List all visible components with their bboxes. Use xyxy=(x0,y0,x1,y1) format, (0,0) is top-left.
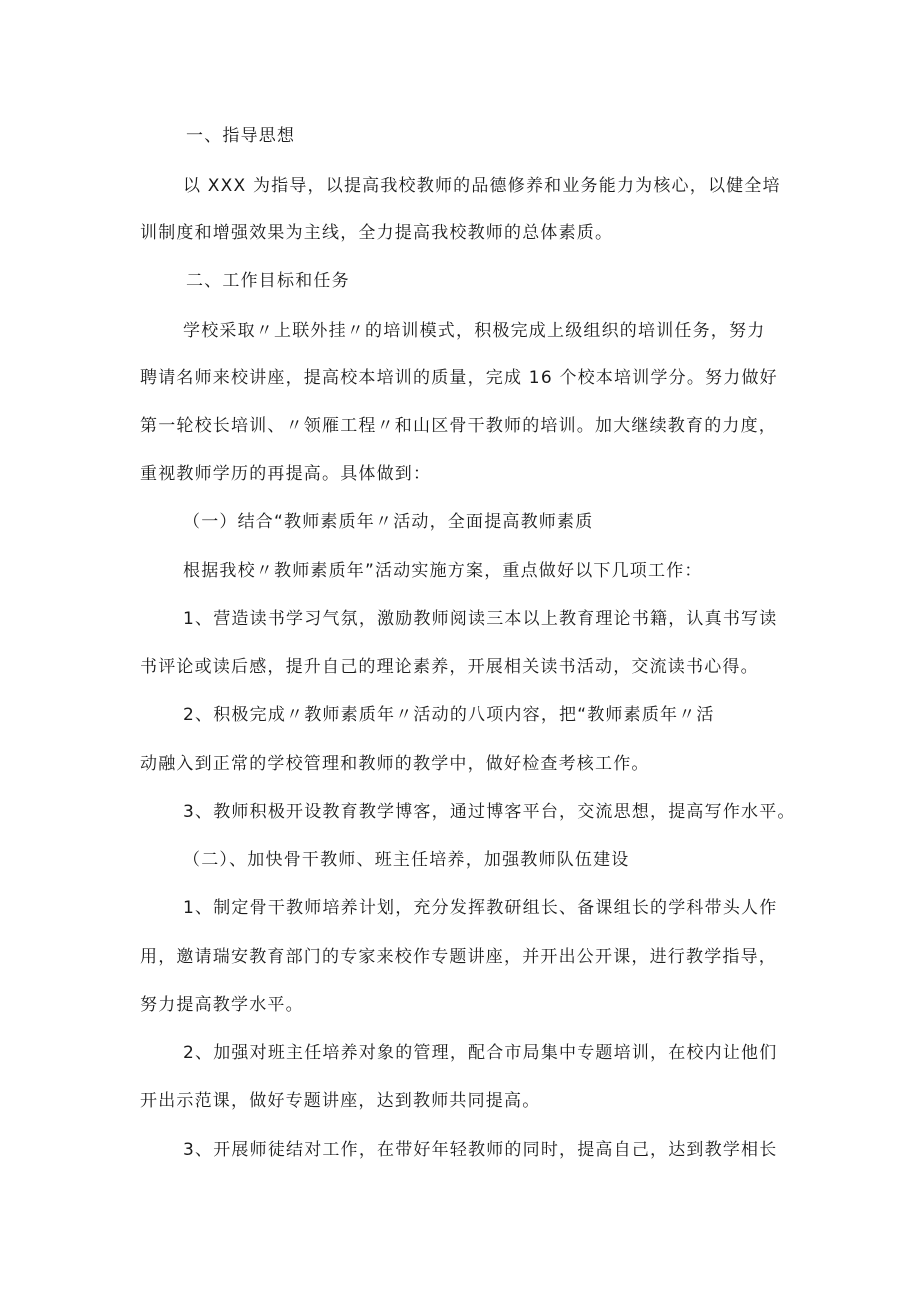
list-item-line: 3、教师积极开设教育教学博客，通过博客平台，交流思想，提高写作水平。 xyxy=(183,802,796,822)
paragraph-line: 聘请名师来校讲座，提高校本培训的质量，完成 16 个校本培训学分。努力做好 xyxy=(140,368,778,388)
paragraph-line: 学校采取〃上联外挂〃的培训模式，积极完成上级组织的培训任务，努力 xyxy=(183,321,766,341)
list-item-line: 努力提高教学水平。 xyxy=(140,995,304,1015)
list-item-line: 2、积极完成〃教师素质年〃活动的八项内容，把“教师素质年〃活 xyxy=(183,705,715,725)
list-item-line: 开出示范课，做好专题讲座，达到教师共同提高。 xyxy=(140,1091,541,1111)
paragraph-line: 第一轮校长培训、〃领雁工程〃和山区骨干教师的培训。加大继续教育的力度， xyxy=(140,416,777,436)
list-item-line: 书评论或读后感，提升自己的理论素养，开展相关读书活动，交流读书心得。 xyxy=(140,657,759,677)
paragraph-line: 根据我校〃教师素质年”活动实施方案，重点做好以下几项工作： xyxy=(183,561,703,581)
list-item-line: 用，邀请瑞安教育部门的专家来校作专题讲座，并开出公开课，进行教学指导， xyxy=(140,947,777,967)
paragraph-line: 训制度和增强效果为主线，全力提高我校教师的总体素质。 xyxy=(140,223,614,243)
list-item-line: 1、营造读书学习气氛，激励教师阅读三本以上教育理论书籍，认真书写读 xyxy=(183,609,778,629)
subheading-one: （一）结合“教师素质年〃活动，全面提高教师素质 xyxy=(183,512,594,532)
heading-guiding-thought: 一、指导思想 xyxy=(186,126,296,146)
subheading-two: （二）、加快骨干教师、班主任培养，加强教师队伍建设 xyxy=(183,850,630,870)
paragraph-line: 以 XXX 为指导，以提高我校教师的品德修养和业务能力为核心，以健全培 xyxy=(183,176,781,196)
list-item-line: 1、制定骨干教师培养计划，充分发挥教研组长、备课组长的学科带头人作 xyxy=(183,898,778,918)
list-item-line: 2、加强对班主任培养对象的管理，配合市局集中专题培训，在校内让他们 xyxy=(183,1043,778,1063)
paragraph-line: 重视教师学历的再提高。具体做到： xyxy=(140,464,432,484)
list-item-line: 3、开展师徒结对工作，在带好年轻教师的同时，提高自己，达到教学相长 xyxy=(183,1140,778,1160)
heading-goals-tasks: 二、工作目标和任务 xyxy=(186,271,350,291)
list-item-line: 动融入到正常的学校管理和教师的教学中，做好检查考核工作。 xyxy=(140,754,650,774)
